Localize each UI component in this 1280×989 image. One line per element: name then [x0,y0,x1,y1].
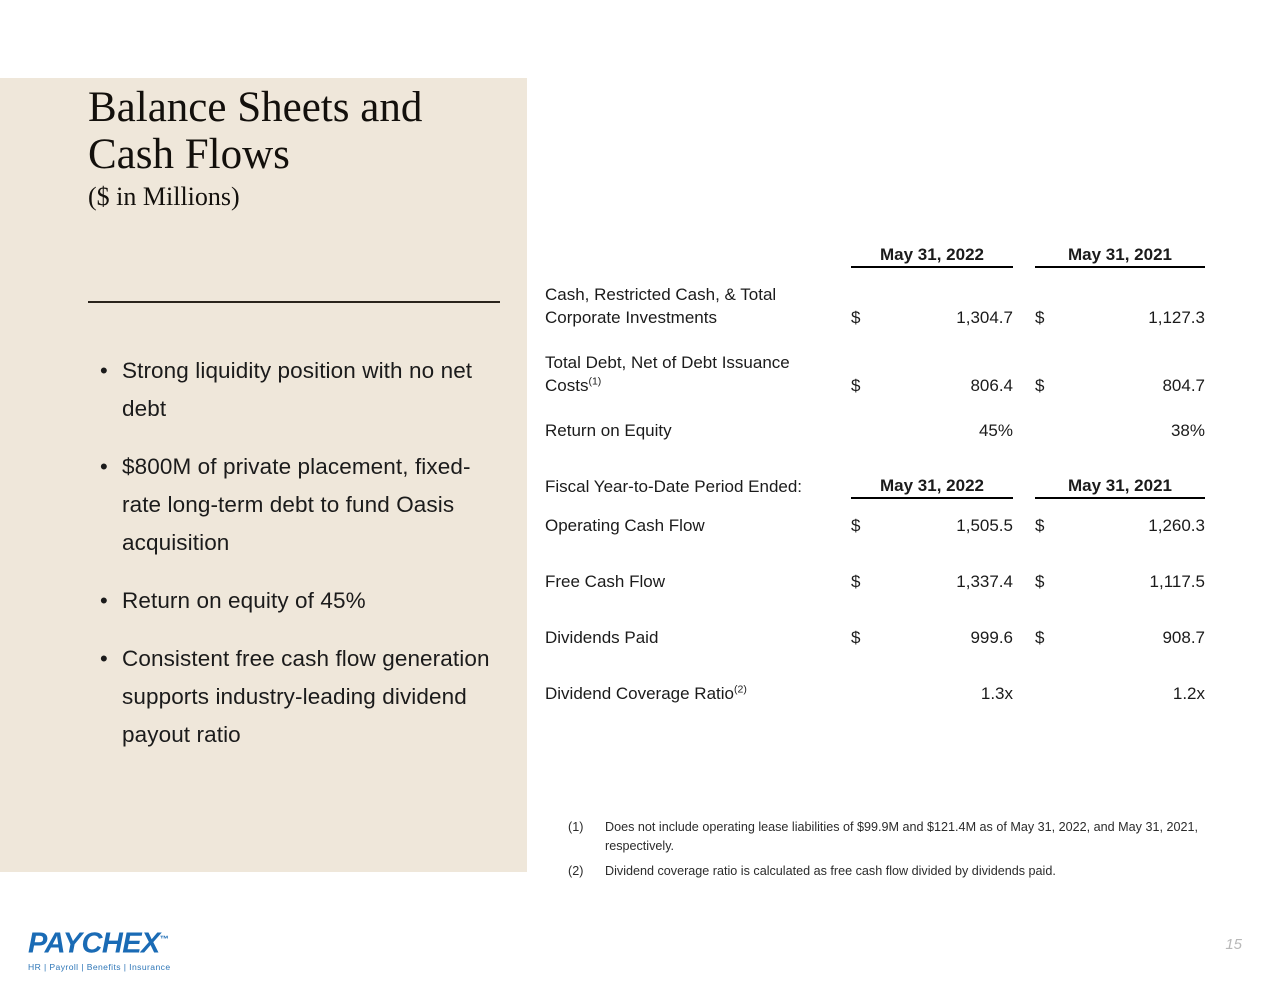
currency-symbol-2021: $ [1035,628,1045,647]
column-header-2021: May 31, 2021 [1035,474,1205,498]
value-2022: 1.3x [980,684,1013,703]
row-label [545,283,851,329]
currency-symbol-2021: $ [1035,516,1045,535]
table-row [545,514,1205,537]
row-label: Free Cash Flow [545,572,665,591]
table-spacer [545,442,1205,474]
footnote-ref-2: (2) [734,683,747,696]
value-2022: 1,337.4 [956,572,1013,591]
currency-symbol-2021 [1035,682,1065,705]
footnote-text: Dividend coverage ratio is calculated as free cash flow divided by dividends paid. [605,864,1056,878]
list-item-text: Consistent free cash flow generation supports industry-leading dividend payout ratio [122,646,490,747]
row-label: Operating Cash Flow [545,516,705,535]
page-subtitle: ($ in Millions) [88,182,240,211]
row-label-line-1: Total Debt, Net of Debt Issuance [545,353,790,372]
value-2022: 1,505.5 [956,516,1013,535]
paychex-logo [28,924,171,972]
list-item [96,582,506,620]
value-2021: 1,127.3 [1148,308,1205,327]
value-2022: 45% [978,421,1013,440]
value-2021: 38% [1170,421,1205,440]
column-gap [1013,351,1035,397]
footnote-marker: (1) [568,820,584,834]
list-item-text: $800M of private placement, fixed-rate long-term debt to fund Oasis acquisition [122,454,471,555]
list-item [96,640,506,754]
logo-tagline: HR | Payroll | Benefits | Insurance [28,961,171,972]
table-row [545,570,1205,593]
value-2021: 908.7 [1162,628,1205,647]
row-label-text: Costs [545,376,589,395]
financial-tables [545,243,1205,705]
currency-symbol-2021 [1035,419,1065,442]
currency-symbol-2022: $ [851,628,861,647]
currency-symbol-2022: $ [851,308,861,327]
bullet-list [96,352,506,774]
table-header-row [545,474,1205,498]
value-2021: 1,117.5 [1149,572,1205,591]
table-row [545,283,1205,329]
balance-sheet-table [545,243,1205,705]
page-number: 15 [1225,936,1242,953]
currency-symbol-2022: $ [851,376,861,395]
currency-symbol-2021: $ [1035,376,1045,395]
row-label [545,351,851,397]
row-label-text: Dividend Coverage Ratio [545,684,734,703]
footnote-item [568,818,1223,856]
footnote-item [568,862,1223,881]
value-2021: 1.2x [1172,684,1205,703]
currency-symbol-2022: $ [851,572,861,591]
logo-wordmark [28,924,169,959]
list-item-text: Return on equity of 45% [122,588,366,613]
value-2021: 1,260.3 [1148,516,1205,535]
list-item [96,352,506,428]
page-title-line-1: Balance Sheets and [88,84,423,131]
list-item [96,448,506,562]
table-row [545,682,1205,705]
row-label: Dividends Paid [545,628,659,647]
table-spacer [545,267,1205,283]
column-header-2022: May 31, 2022 [851,243,1013,267]
table-spacer [545,397,1205,419]
column-gap [1013,682,1035,705]
table-row [545,351,1205,397]
table-header-gap [1013,474,1035,498]
row-label-line-1: Cash, Restricted Cash, & Total [545,285,777,304]
value-2022: 806.4 [970,376,1013,395]
row-label-line-2 [545,374,851,397]
value-2022: 1,304.7 [956,308,1013,327]
table-row [545,626,1205,649]
row-label: Return on Equity [545,421,672,440]
table-spacer [545,329,1205,351]
currency-symbol-2021: $ [1035,308,1045,327]
bullet-dot-icon: • [100,358,108,383]
trademark-icon: ™ [159,934,169,944]
value-2022: 999.6 [970,628,1013,647]
currency-symbol-2022: $ [851,516,861,535]
column-gap [1013,570,1035,593]
currency-symbol-2021: $ [1035,572,1045,591]
table-header-gap [1013,243,1035,267]
column-gap [1013,283,1035,329]
table-spacer [545,649,1205,682]
row-label-line-2: Corporate Investments [545,308,717,327]
column-header-2021: May 31, 2021 [1035,243,1205,267]
bullet-dot-icon: • [100,646,108,671]
column-gap [1013,514,1035,537]
logo-wordmark-text: PAYCHEX [28,927,160,960]
table-spacer [545,593,1205,626]
fiscal-period-label: Fiscal Year-to-Date Period Ended: [545,477,803,496]
page-title-line-2: Cash Flows [88,131,290,178]
footnotes-block [568,818,1223,887]
title-divider [88,301,500,303]
footnote-ref-1: (1) [588,375,602,388]
title-block [88,84,508,214]
table-spacer [545,498,1205,514]
column-header-2022: May 31, 2022 [851,474,1013,498]
bullet-dot-icon: • [100,588,108,613]
table-row [545,419,1205,442]
footnote-text: Does not include operating lease liabilities of $99.9M and $121.4M as of May 31, 2022, and May 31, 2021, respectively. [605,820,1198,853]
value-2021: 804.7 [1162,376,1205,395]
currency-symbol-2022 [851,419,881,442]
footnote-marker: (2) [568,864,584,878]
currency-symbol-2022 [851,682,881,705]
row-label [545,682,851,705]
table-spacer [545,537,1205,570]
list-item-text: Strong liquidity position with no net debt [122,358,473,421]
table-header-blank [545,243,851,267]
bullet-dot-icon: • [100,454,108,479]
column-gap [1013,626,1035,649]
table-header-row [545,243,1205,267]
column-gap [1013,419,1035,442]
